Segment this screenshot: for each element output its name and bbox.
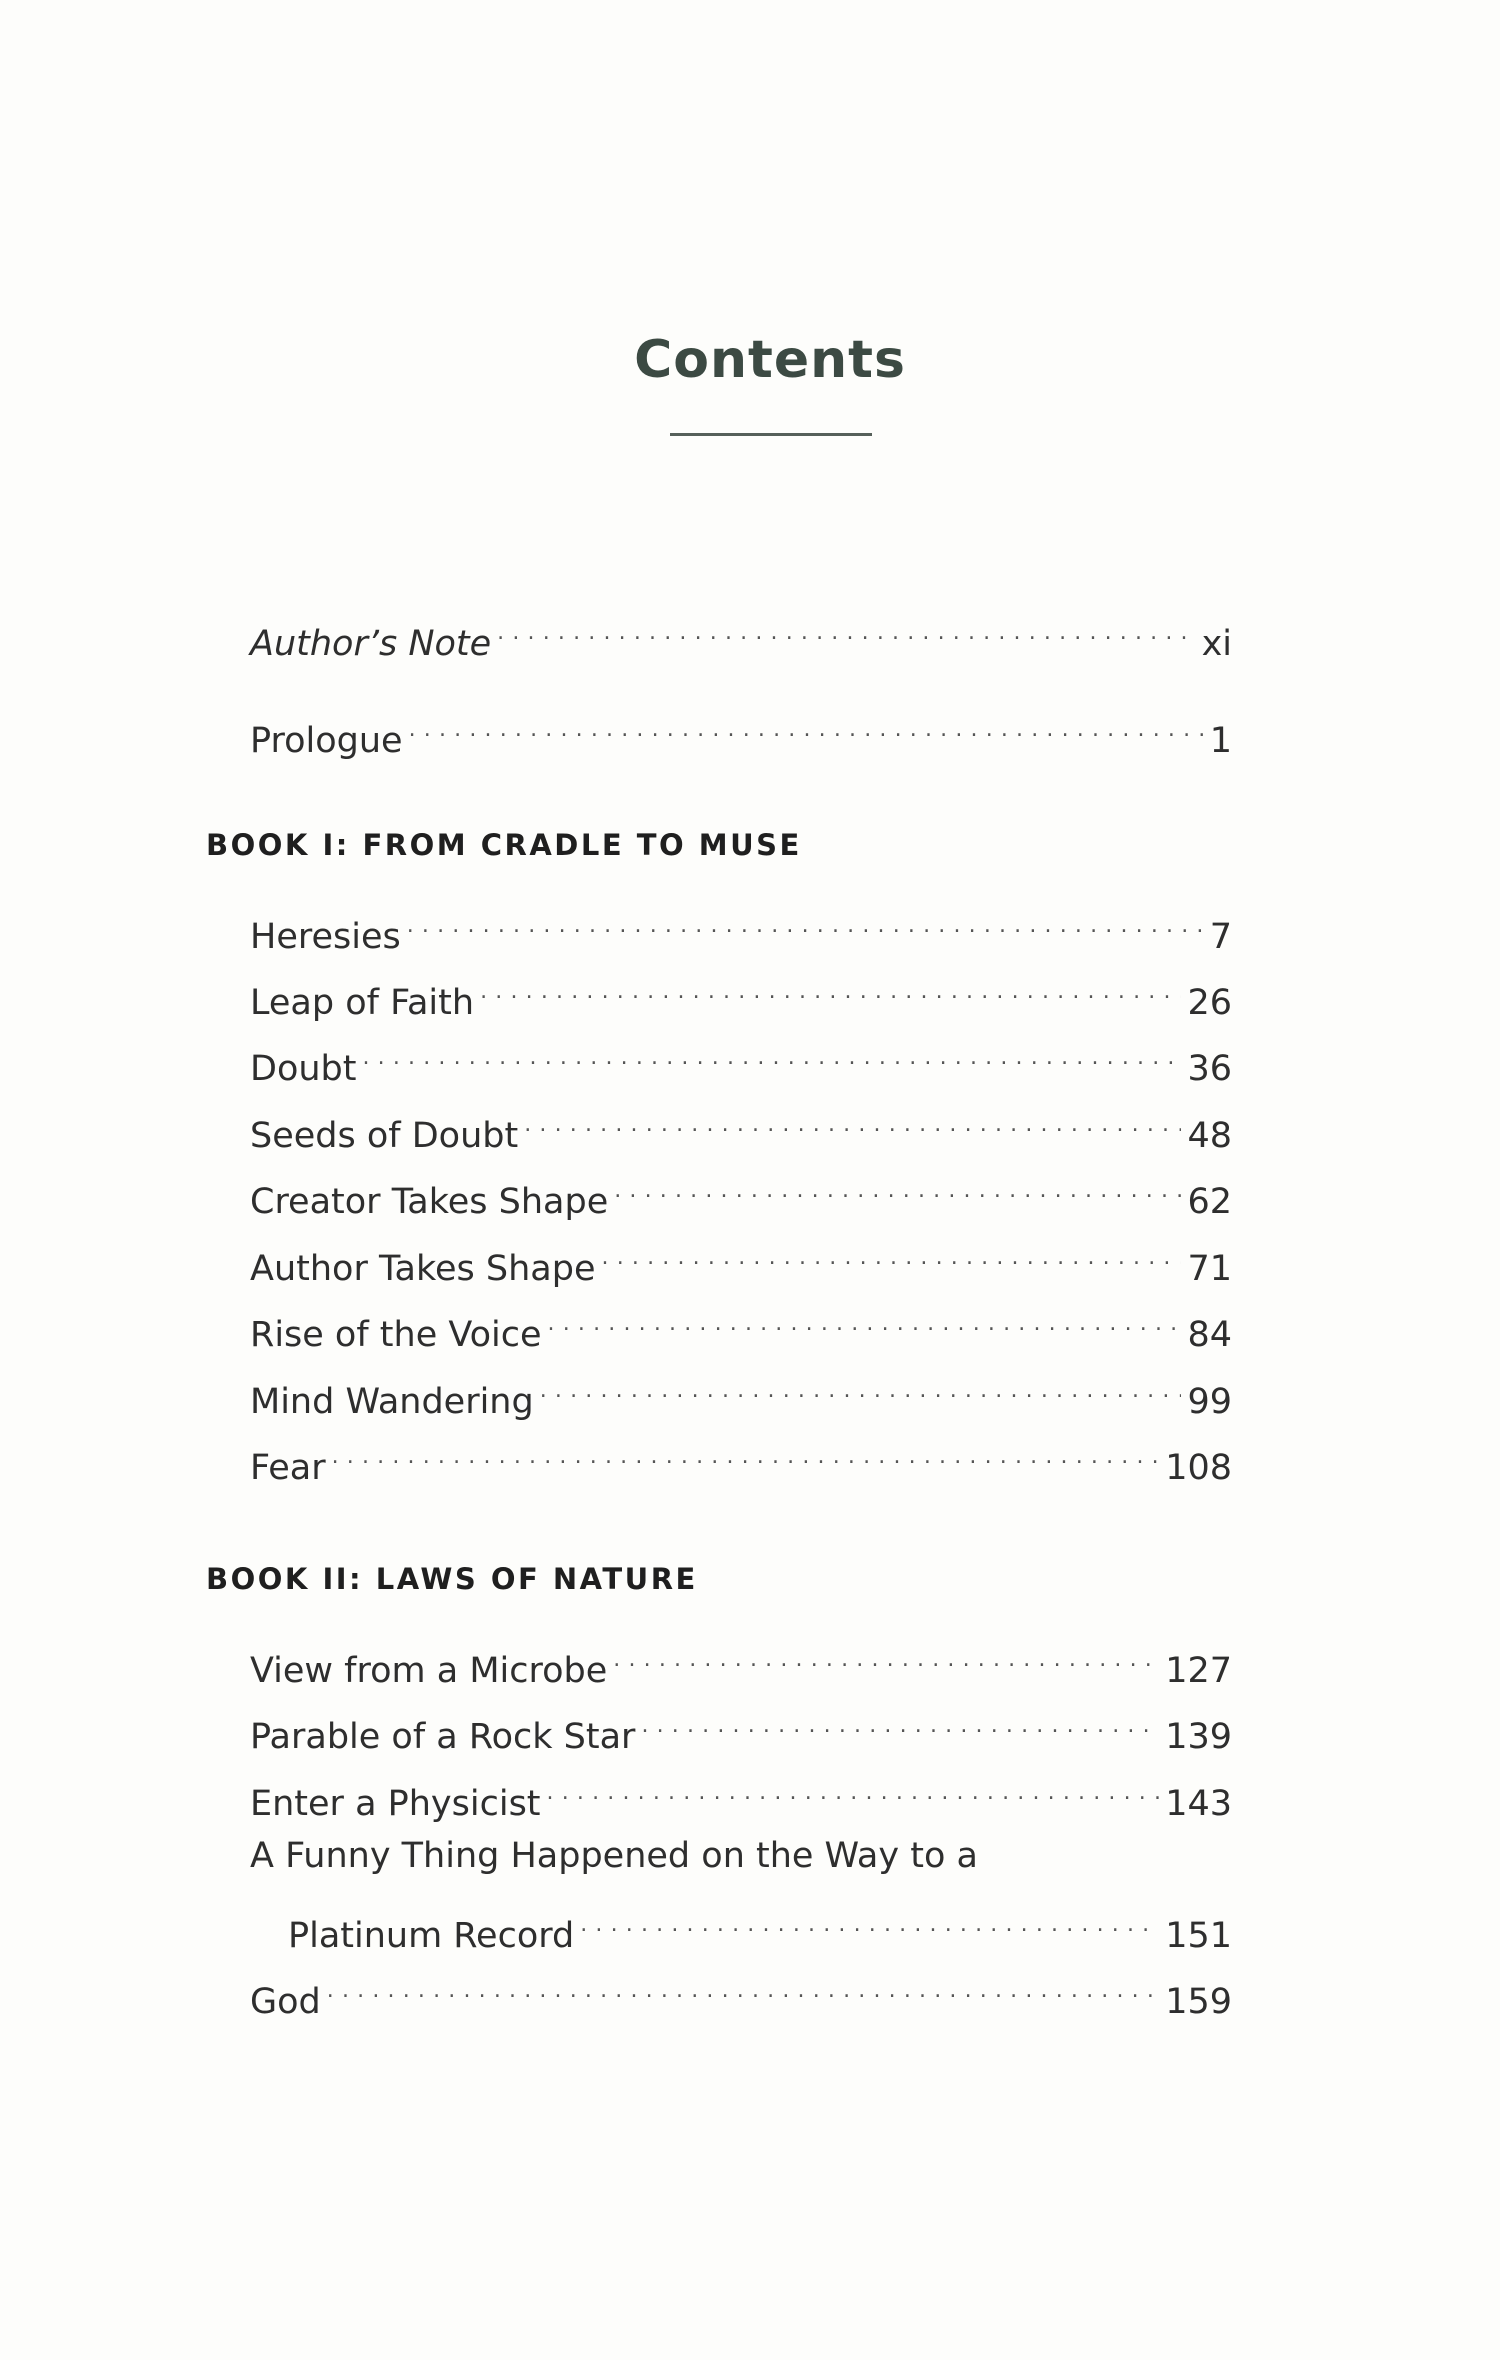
toc-entry-page: 108 bbox=[1165, 1448, 1232, 1488]
book-heading: BOOK II: LAWS OF NATURE bbox=[206, 1562, 698, 1596]
book-heading: BOOK I: FROM CRADLE TO MUSE bbox=[206, 828, 802, 862]
dot-leader bbox=[497, 605, 1195, 655]
toc-entry[interactable] bbox=[250, 964, 1232, 1023]
dot-leader bbox=[547, 1765, 1160, 1815]
toc-entry[interactable] bbox=[250, 1030, 1232, 1089]
toc-entry[interactable] bbox=[250, 1230, 1232, 1289]
page-title: Contents bbox=[634, 330, 906, 390]
toc-entry-page: 7 bbox=[1209, 917, 1232, 957]
toc-entry-page: 48 bbox=[1187, 1116, 1232, 1156]
toc-entry-page: xi bbox=[1201, 624, 1232, 664]
toc-entry-page: 143 bbox=[1165, 1784, 1232, 1824]
toc-entry[interactable] bbox=[250, 1632, 1232, 1691]
toc-entry-page: 26 bbox=[1187, 983, 1232, 1023]
toc-entry-label-cont: Platinum Record bbox=[288, 1916, 575, 1956]
dot-leader bbox=[409, 702, 1204, 752]
toc-entry-label: Creator Takes Shape bbox=[250, 1182, 609, 1222]
dot-leader bbox=[602, 1230, 1182, 1280]
toc-entry-page: 99 bbox=[1187, 1382, 1232, 1422]
toc-entry[interactable] bbox=[250, 1963, 1232, 2022]
toc-entry-page: 62 bbox=[1187, 1182, 1232, 1222]
toc-entry-page: 127 bbox=[1165, 1651, 1232, 1691]
toc-entry-label: Rise of the Voice bbox=[250, 1315, 542, 1355]
dot-leader bbox=[363, 1030, 1182, 1080]
dot-leader bbox=[580, 1897, 1159, 1947]
toc-entry-label: Enter a Physicist bbox=[250, 1784, 541, 1824]
toc-entry-label: Author Takes Shape bbox=[250, 1249, 596, 1289]
dot-leader bbox=[524, 1097, 1181, 1147]
dot-leader bbox=[548, 1296, 1182, 1346]
toc-entry-label: Mind Wandering bbox=[250, 1382, 534, 1422]
toc-entry-label: Fear bbox=[250, 1448, 326, 1488]
toc-entry-page: 1 bbox=[1209, 721, 1232, 761]
dot-leader bbox=[641, 1698, 1159, 1748]
toc-entry-page: 151 bbox=[1165, 1916, 1232, 1956]
dot-leader bbox=[614, 1163, 1181, 1213]
toc-entry[interactable] bbox=[250, 898, 1232, 957]
toc-entry-first-line[interactable] bbox=[250, 1831, 1232, 1881]
toc-entry-prologue[interactable] bbox=[250, 702, 1232, 761]
toc-entry-label: God bbox=[250, 1982, 321, 2022]
toc-entry-label: Heresies bbox=[250, 917, 401, 957]
toc-entry-label: Author’s Note bbox=[250, 624, 492, 664]
toc-entry-page: 139 bbox=[1165, 1717, 1232, 1757]
toc-entry[interactable] bbox=[250, 1698, 1232, 1757]
toc-entry-label: Parable of a Rock Star bbox=[250, 1717, 636, 1757]
toc-entry-continuation[interactable] bbox=[250, 1897, 1232, 1956]
toc-entry-page: 71 bbox=[1187, 1249, 1232, 1289]
toc-entry-label: Seeds of Doubt bbox=[250, 1116, 519, 1156]
dot-leader bbox=[327, 1963, 1159, 2013]
toc-entry[interactable] bbox=[250, 1163, 1232, 1222]
toc-entry[interactable] bbox=[250, 1363, 1232, 1422]
toc-entry-authors-note[interactable] bbox=[250, 605, 1232, 664]
toc-entry-label: Leap of Faith bbox=[250, 983, 475, 1023]
toc-entry-label: View from a Microbe bbox=[250, 1651, 608, 1691]
toc-entry-page: 36 bbox=[1187, 1049, 1232, 1089]
toc-entry-label: Prologue bbox=[250, 721, 403, 761]
title-divider bbox=[670, 433, 872, 436]
dot-leader bbox=[407, 898, 1204, 948]
toc-entry[interactable] bbox=[250, 1296, 1232, 1355]
toc-entry[interactable] bbox=[250, 1765, 1232, 1824]
dot-leader bbox=[540, 1363, 1182, 1413]
toc-entry-label: A Funny Thing Happened on the Way to a bbox=[250, 1836, 978, 1876]
dot-leader bbox=[332, 1429, 1160, 1479]
dot-leader bbox=[613, 1632, 1159, 1682]
toc-entry-page: 159 bbox=[1165, 1982, 1232, 2022]
toc-entry-page: 84 bbox=[1187, 1315, 1232, 1355]
toc-entry[interactable] bbox=[250, 1097, 1232, 1156]
toc-entry[interactable] bbox=[250, 1429, 1232, 1488]
dot-leader bbox=[480, 964, 1181, 1014]
toc-entry-label: Doubt bbox=[250, 1049, 357, 1089]
